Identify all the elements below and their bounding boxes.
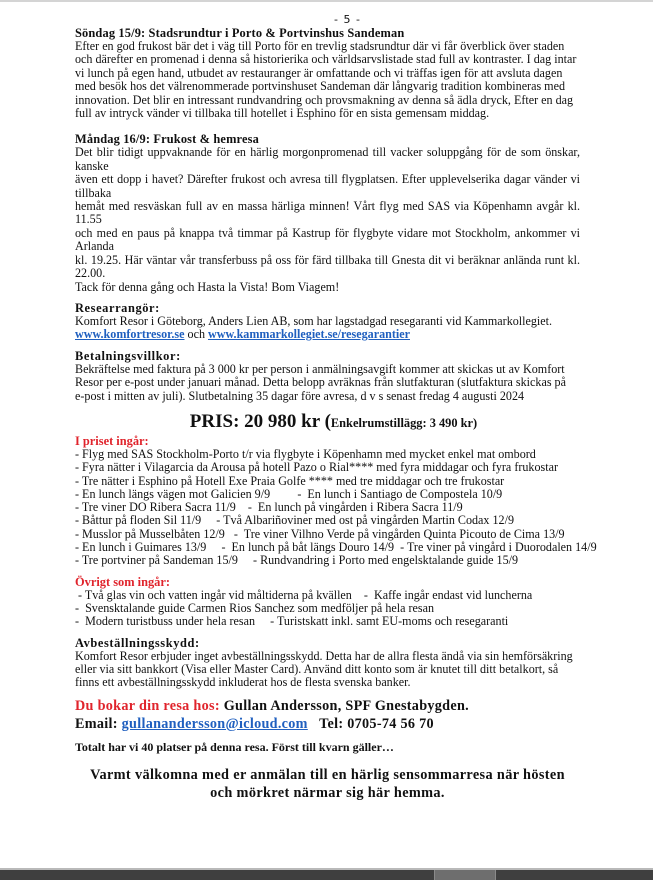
payment-paragraph (75, 363, 580, 403)
text-line: Komfort Resor erbjuder inget avbeställningsskydd. Detta har de allra flesta ändå via sin hemförsäkring (75, 648, 573, 663)
text-line: och därefter en promenad i denna så historierika och världsarvslistade stad full av kontraster. I dag intar (75, 52, 577, 67)
text-line: Efter en god frukost bär det i väg till Porto för en trevlig stadsrundtur där vi får överblick över staden (75, 39, 565, 53)
list-item: - Svensktalande guide Carmen Rios Sanchez som medföljer på hela resan (75, 600, 435, 615)
total-seats-note: Totalt har vi 40 platser på denna resa. Först till kvarn gäller… (75, 739, 394, 754)
text-line: Bekräftelse med faktura på 3 000 kr per person i anmälningsavgift kommer att skickas ut av Komfort (75, 361, 565, 376)
email-label: Email: (75, 715, 122, 732)
other-included-heading: Övrigt som ingår: (75, 574, 170, 589)
taskbar-active-item[interactable] (434, 870, 496, 880)
list-item: - Tre nätter i Esphino på Hotell Exe Praia Golfe **** med tre middagar och tre frukostar (75, 473, 505, 488)
list-item: - Båttur på floden Sil 11/9 - Två Albariñoviner med ost på vingården Martin Codax 12/9 (75, 513, 514, 528)
organizer-text: Komfort Resor i Göteborg, Anders Lien AB, som har lagstadgad resegaranti vid Kammarkollegiet. (75, 313, 553, 328)
booking-contact-name: Gullan Andersson, SPF Gnestabygden. (223, 697, 469, 714)
other-included-list (75, 589, 580, 629)
single-room-supplement: Enkelrumstillägg: 3 490 kr) (330, 415, 478, 430)
booking-label: Du bokar din resa hos: (75, 697, 224, 714)
organizer-heading: Researrangör: (75, 300, 160, 315)
monday-paragraph (75, 146, 580, 293)
text-line: hemåt med resväskan full av en massa härliga minnen! Vårt flyg med SAS via Köpenhamn avgår kl. 11.55 (75, 199, 580, 227)
email-link[interactable]: gullanandersson@icloud.com (121, 715, 308, 732)
list-item: - Tre viner DO Ribera Sacra 11/9 - En lunch på vingården i Ribera Sacra 11/9 (75, 500, 463, 515)
list-item: - En lunch i Guimares 13/9 - En lunch på båt längs Douro 14/9 - Tre viner på vingård i Duorodalen 14/9 (75, 540, 597, 555)
list-item: - Musslor på Musselbåten 12/9 - Tre viner Vilhno Verde på vingården Quinta Picouto de Cima 13/9 (75, 526, 565, 541)
text-line: e-post i mitten av juli). Slutbetalning 35 dagar före avresa, d v s senast fredag 4 augusti 2024 (75, 388, 525, 403)
kammarkollegiet-link[interactable]: www.kammarkollegiet.se/resegarantier (208, 327, 410, 342)
list-item: - Flyg med SAS Stockholm-Porto t/r via flygbyte i Köpenhamn med mycket enkel mat ombord (75, 446, 536, 461)
taskbar (0, 868, 653, 880)
text-line: Resor per e-post under januari månad. Detta belopp avräknas från slutfakturan (slutfaktura skickas på (75, 375, 566, 390)
text-line: vi lunch på egen hand, utbudet av restauranger är omfattande och vi träffas igen för att avsluta dagen (75, 65, 563, 80)
list-item: - Modern turistbuss under hela resan - Turistskatt inkl. samt EU-moms och resegaranti (75, 614, 509, 629)
price-line (75, 411, 580, 434)
text-line: även ett dopp i havet? Därefter frukost och avresa till flygplatsen. Efter upplevelserika dagar vänder vi tillbaka (75, 172, 580, 200)
sunday-heading: Söndag 15/9: Stadsrundtur i Porto & Portvinshus Sandeman (75, 26, 405, 40)
text-line: innovation. Det blir en intressant rundvandring och provsmakning av denna så ädla dryck, Efter en dag (75, 92, 574, 107)
text-line: med besök hos det välrenommerade portvinshuset Sandeman där långvarig tradition kombineras med (75, 79, 566, 94)
page-number: - 5 - (334, 13, 361, 26)
text-line: och mörkret närmar sig här hemma. (210, 784, 445, 801)
cancellation-heading: Avbeställningsskydd: (75, 635, 200, 650)
text-line: Tack för denna gång och Hasta la Vista! Bom Viagem! (75, 279, 340, 294)
list-item: - En lunch längs vägen mot Galicien 9/9 - En lunch i Santiago de Compostela 10/9 (75, 486, 503, 501)
booking-contact (75, 697, 580, 733)
conjunction-text: och (184, 327, 209, 342)
closing-message (75, 766, 580, 802)
komfortresor-link[interactable]: www.komfortresor.se (75, 327, 185, 342)
text-line: Det blir tidigt uppvaknande för en härlig morgonpromenad till vacker soluppgång för de som önskar, kanske (75, 145, 580, 173)
organizer-links (75, 328, 580, 341)
list-item: - Två glas vin och vatten ingår vid måltiderna på kvällen - Kaffe ingår endast vid luncherna (75, 587, 533, 602)
text-line: full av intryck vänder vi tillbaka till hotellet i Esphino för en sista gemensam middag. (75, 106, 490, 121)
text-line: kl. 19.25. Här väntar vår transferbuss på oss för färd tillbaka till Gnesta dit vi beräknar anlända runt kl. 22.00. (75, 252, 580, 281)
text-line: och med en paus på knappa två timmar på Kastrup för flygbyte vidare mot Stockholm, ankommer vi Arlanda (75, 225, 580, 254)
text-line: eller via sitt bankkort (Visa eller Master Card). Använd ditt konto som är knutet till ditt betalkort, så (75, 661, 559, 676)
text-line: Varmt välkomna med er anmälan till en härlig sensommarresa när hösten (90, 766, 565, 783)
list-item: - Tre portviner på Sandeman 15/9 - Rundvandring i Porto med engelsktalande guide 15/9 (75, 553, 519, 568)
payment-heading: Betalningsvillkor: (75, 348, 181, 363)
list-item: - Fyra nätter i Vilagarcia da Arousa på hotell Pazo o Rial**** med fyra middagar och fyra frukostar (75, 460, 558, 475)
cancellation-paragraph (75, 650, 580, 690)
price-main: PRIS: 20 980 kr ( (189, 410, 331, 432)
included-heading: I priset ingår: (75, 433, 149, 448)
text-line: finns ett avbeställningsskydd inkluderat hos de flesta svenska banker. (75, 675, 411, 690)
phone-text: Tel: 0705-74 56 70 (307, 715, 434, 732)
window-top-border (0, 0, 653, 2)
included-list (75, 446, 597, 568)
monday-heading: Måndag 16/9: Frukost & hemresa (75, 132, 259, 147)
sunday-paragraph (75, 40, 580, 120)
document-page (75, 13, 597, 802)
